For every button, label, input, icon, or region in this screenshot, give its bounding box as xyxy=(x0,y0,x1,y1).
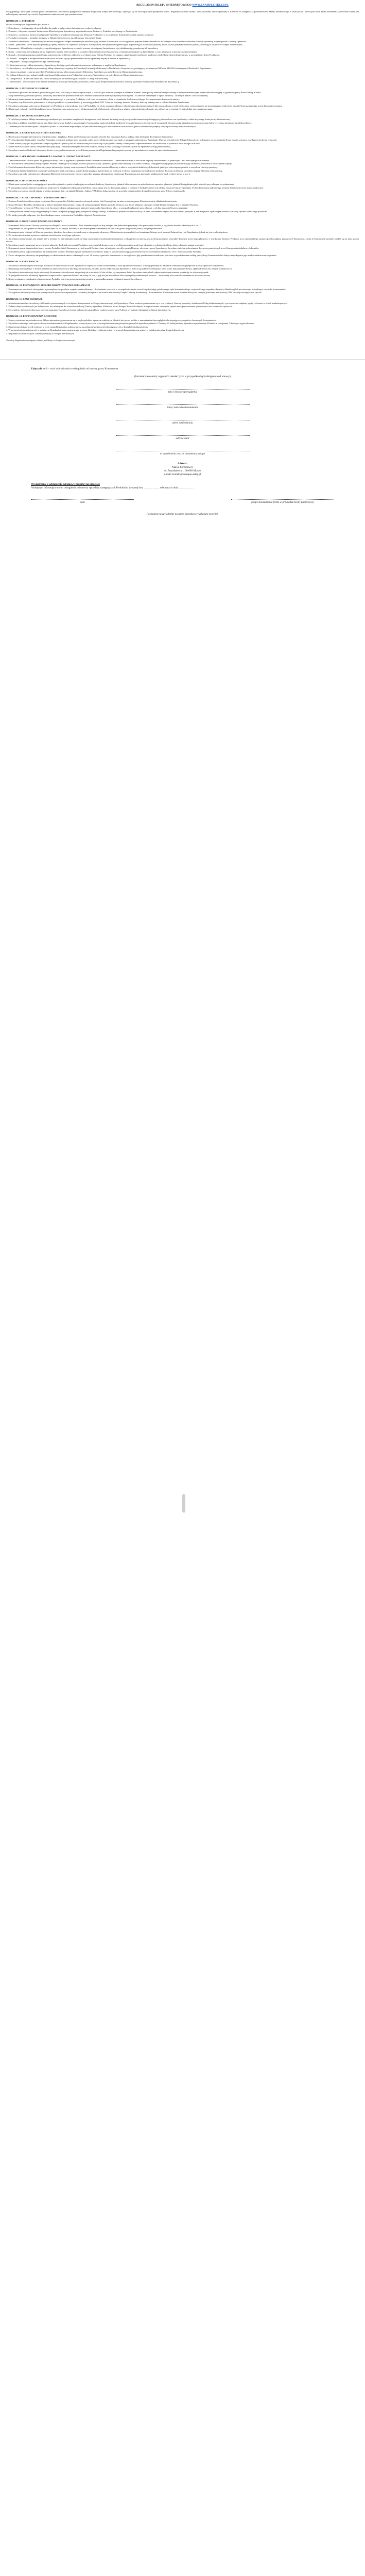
section-paragraph: 10. Produkt – dostępna w Sklepie internetowym rzecz ruchoma będąca przedmiotem Umowy sprzedaży między Klientem a Sprzedawcą. xyxy=(6,57,130,60)
section-paragraph: 4. W sprawach nieuregulowanych w niniejszym Regulaminie mają zastosowanie przepisy Kodeksu cywilnego, ustawy o prawach konsumenta oraz ustawy o świadczeniu usług drogą elektroniczną. xyxy=(6,329,184,332)
sign-signature-caption: podpis Konsumenta (tylko w przypadku formy papierowej) xyxy=(231,499,334,504)
form-field xyxy=(31,432,334,440)
section-paragraph: 4. Klient powinien zbadać doręczoną przesyłkę w czasie i w sposób przyjęty przy przesyłkach danego rodzaju, w obecności przedstawiciela Dostawcy. W razie stwierdzenia ubytku lub uszkodzenia przesyłki Klient ma prawo żądać od pracownika Dostawcy spisania właściwego protokołu. xyxy=(6,210,268,213)
section-heading: ROZDZIAŁ 3. WARUNKI TECHNICZNE xyxy=(6,114,50,117)
section-paragraph: 3. Informacje zamieszczone na stronach Sklepu internetowego, w tym opisy Produktów i ich ceny, nie stanowią oferty w rozumieniu Kodeksu cywilnego, lecz zaproszenie do zawarcia umowy. xyxy=(6,97,180,100)
section-paragraph: 4. Do zachowania terminu wystarczy wysłanie oświadczenia przed jego upływem. xyxy=(6,234,81,237)
section-paragraph: 4. W przypadku uznania reklamacji Sprzedawca naprawia lub wymienia Produkt na wolny od wad, a gdy nie jest to możliwe albo wymagałoby nadmiernych kosztów – obniża cenę lub zwraca Konsumentowi uiszczoną kwotę. xyxy=(6,274,211,277)
section-paragraph: 2. Bieg terminu do odstąpienia od umowy rozpoczyna się od objęcia Produktu w posiadanie przez Konsumenta lub wskazaną przez niego osobę trzecią inną niż przewoźnik. xyxy=(6,227,163,230)
form-field xyxy=(31,417,334,425)
addressee-line: e-mail: kontakt@example-sklep.pl xyxy=(164,473,201,477)
section-paragraph: 2. W przypadku wyboru płatności przelewem tradycyjnym lub płatności elektronicznej Klient zobowiązany jest do dokonania zapłaty w terminie 7 dni kalendarzowych od dnia zawarcia Umowy sprzedaży. Po bezskutecznym upływie tego terminu Zamówienie może zostać anulowane. xyxy=(6,186,264,189)
section-paragraph: 1. Rejestracja w Sklepie internetowym jest dobrowolna i bezpłatna. Klient może dokonywać zakupów również bez zakładania Konta, podając dane niezbędne do realizacji Zamówienia. xyxy=(6,135,173,138)
section-paragraph: 3. Dostawca – podmiot, z którym współpracuje Sprzedawca w zakresie dokonywania Dostawy Produktów, w szczególności firma kurierska lub operator pocztowy. xyxy=(6,33,154,36)
section-paragraph: 5. Koszty związane z odesłaniem reklamowanego Produktu oraz jego ponownym dostarczeniem w przypadku uznania reklamacji ponosi Sprzedawca. xyxy=(6,277,142,280)
form-field-caption: adres zamieszkania xyxy=(172,421,193,425)
section-paragraph: 1. Dostawa Produktów odbywa się na terytorium Rzeczypospolitej Polskiej oraz do wybranych państw Unii Europejskiej, na adres wskazany przez Klienta w trakcie składania Zamówienia. xyxy=(6,200,177,203)
section-heading: ROZDZIAŁ 4. REJESTRACJA I KONTO KLIENTA xyxy=(6,131,61,134)
form-field-line[interactable] xyxy=(116,401,250,405)
section-paragraph: 5. Formularz zamówienia – interaktywny formularz dostępny w Sklepie internetowym umożliwiający złożenie Zamówienia, w szczególności poprzez dodanie Produktów do Koszyka oraz określenie warunków Umowy sprzedaży, w tym sposobu Dostawy i płatności. xyxy=(6,40,247,43)
section-paragraph: 3. Konsument może odstąpić od Umowy sprzedaży, składając Sprzedawcy oświadczenie o odstąpieniu od umowy. Oświadczenie można złożyć na formularzu, którego wzór stanowi Załącznik nr 1 do Regulaminu, jednak nie jest to obowiązkowe. xyxy=(6,230,229,233)
sign-date-caption: data xyxy=(31,499,134,504)
section-heading: ROZDZIAŁ 12. POSTANOWIENIA KOŃCOWE xyxy=(6,315,57,318)
form-intro: (formularz ten należy wypełnić i odesłać tylko w przypadku chęci odstąpienia od umowy) xyxy=(134,375,231,379)
section-paragraph: 4. Formularz rejestracji – formularz dostępny w Sklepie internetowym, umożliwiający utworzenie Konta. xyxy=(6,37,102,40)
section-paragraph: 2. Sklep internetowy prowadzi sprzedaż detaliczną Produktów za pośrednictwem sieci Internet na terytorium Rzeczypospolitej Polskiej oraz – w zakresie wskazanym w opisie Dostawy – do innych państw Unii Europejskiej. xyxy=(6,94,208,97)
section-paragraph: 5. Sprzedawca utrwala, zabezpiecza i udostępnia Klientowi treść zawieranej Umowy sprzedaży poprzez udostępnienie niniejszego Regulaminu oraz przesłanie wiadomości e-mail, o której mowa w ust. 4. xyxy=(6,173,190,176)
section-paragraph: 2. Sprzedawca dokłada wszelkich starań, aby Sklep internetowy działał w sposób ciągły i bezawaryjny, zastrzega jednak możliwość wystąpienia przerw technicznych związanych z konserwacją, aktualizacją oprogramowania lub przyczynami niezależnymi od Sprzedawcy. xyxy=(6,121,252,124)
section-paragraph: 2. W celu założenia Konta należy wypełnić Formularz rejestracji, podając imię, nazwisko, adres poczty elektronicznej oraz hasło, a następnie zaakceptować Regulamin. Umowa o świadczenie Usługi elektronicznej polegającej na prowadzeniu Konta zostaje zawarta z chwilą potwierdzenia rejestracji. xyxy=(6,139,277,142)
section-paragraph: 2. Dostawa – faktyczna czynność dostarczenia Klientowi przez Sprzedawcę, za pośrednictwem Dostawcy, Produktu określonego w Zamówieniu. xyxy=(6,30,138,33)
section-paragraph: 1. Klient może wybrać jeden z następujących sposobów płatności: przelew tradycyjny na rachunek bankowy Sprzedawcy, płatność elektroniczną za pośrednictwem operatora płatności, płatność kartą płatniczą lub płatność przy odbiorze (za pobraniem). xyxy=(6,183,234,186)
section-paragraph: 8. Konto – oznaczony indywidualną nazwą (loginem) i hasłem, zbiór zasobów w systemie teleinformatycznym Sprzedawcy, w którym gromadzone są dane Klienta, w tym informacje o złożonych Zamówieniach. xyxy=(6,50,198,53)
document-title xyxy=(6,4,359,7)
declaration-heading: Oświadczenie o odstąpieniu od umowy zawartej na odległość xyxy=(31,483,100,486)
form-field-caption: data i miejsce sporządzenia xyxy=(167,391,198,394)
form-field-line[interactable] xyxy=(116,417,250,420)
addressee-line: Nazwa Sprzedawcy xyxy=(171,466,194,469)
section-paragraph: 6. Klient – pełnoletnia osoba fizyczna posiadająca pełną zdolność do czynności prawnych, osoba prawna albo jednostka organizacyjna nieposiadająca osobowości prawnej, której ustawa przyznaje zdolność prawną, dokonująca zakupów w Sklepie internetowym. xyxy=(6,43,243,46)
section-paragraph: 5. Regulamin wchodzi w życie z dniem publikacji w Sklepie internetowym. xyxy=(6,332,75,335)
section-paragraph: 9. Prawo odstąpienia od umowy nie przysługuje w odniesieniu do umów wskazanych w art. 38 ustawy o prawach konsumenta, w szczególności gdy przedmiotem świadczenia jest rzecz wyprodukowana według specyfikacji Konsumenta lub służąca zaspokojeniu jego zindywidualizowanych potrzeb. xyxy=(6,253,277,257)
section-paragraph: 2. W celu złożenia Zamówienia należy: wybrać Produkt i dodać go do Koszyka, wybrać sposób Dostawy i płatności, podać dane odbiorcy oraz adres Dostawy, a następnie kliknąć przycisk potwierdzający złożenie Zamówienia z obowiązkiem zapłaty. xyxy=(6,162,233,165)
section-paragraph: 3. Szczegółowe informacje dotyczące przetwarzania danych osobowych oraz wykorzystywania plików cookies zawarte są w Polityce prywatności dostępnej w Sklepie internetowym. xyxy=(6,308,171,311)
section-paragraph: 2. Reklamację można złożyć w formie pisemnej na adres Sprzedawcy lub drogą elektroniczną na adres poczty elektronicznej Sprzedawcy. Zaleca się podanie w reklamacji opisu wady, daty jej stwierdzenia, żądania Klienta oraz danych kontaktowych. xyxy=(6,267,233,270)
section-heading: ROZDZIAŁ 2. INFORMACJE OGÓLNE xyxy=(6,87,49,90)
section-paragraph: 7. Konsument – Klient będący osobą fizyczną dokonującą ze Sprzedawcą czynności prawnej niezwiązanej bezpośrednio z jej działalnością gospodarczą lub zawodową. xyxy=(6,47,159,50)
section-paragraph: 5. Sprzedawca może zablokować lub usunąć Konto w przypadku naruszenia przez Klienta postanowień Regulaminu lub przepisów prawa, po uprzednim wezwaniu do zaprzestania naruszeń. xyxy=(6,148,178,151)
section-paragraph: 5. Do każdej przesyłki dołączany jest dowód zakupu wraz z zestawieniem Produktów objętych Zamówieniem. xyxy=(6,213,107,216)
section-paragraph: 3. Klient zobowiązany jest do podawania danych zgodnych z prawdą oraz do niezwłocznej ich aktualizacji w przypadku zmiany. Klient ponosi odpowiedzialność za zachowanie w poufności hasła dostępu do Konta. xyxy=(6,142,200,145)
section-paragraph: 2. Koszty Dostawy Produktu określane są w trakcie składania Zamówienia i zależą od wybranego przez Klienta sposobu Dostawy oraz formy płatności. Aktualny cennik Dostaw dostępny jest w zakładce Dostawa. xyxy=(6,203,199,206)
withdrawal-form xyxy=(0,367,365,537)
scroll-thumb[interactable] xyxy=(182,1494,185,1513)
section-paragraph: 3. Przed złożeniem Zamówienia Klient otrzymuje informację o łącznej cenie wybranych Produktów oraz kosztach Dostawy, a także o wszystkich dodatkowych kosztach, jakie jest zobowiązany ponieść w związku z Umową sprzedaży. xyxy=(6,165,218,168)
section-paragraph: 1. Administratorem danych osobowych Klientów przetwarzanych w związku z korzystaniem ze Sklepu internetowego jest Sprzedawca. Dane osobowe przetwarzane są w celu realizacji Umowy sprzedaży, świadczenia Usług elektronicznych, a po wyrażeniu odrębnej zgody – również w celach marketingowych. xyxy=(6,301,288,304)
section-paragraph: 1. Dni robocze – dni tygodnia od poniedziałku do piątku z wyłączeniem dni ustawowo wolnych od pracy. xyxy=(6,26,102,29)
annex-title xyxy=(31,367,334,371)
section-paragraph: 1. Zamówienia można składać przez 24 godziny na dobę, 7 dni w tygodnia za pośrednictwem Formularza zamówienia. Zamówienia złożone w dni wolne od pracy realizowane są w pierwszym Dniu roboczym po ich złożeniu. xyxy=(6,159,210,162)
annex-label: Załącznik nr 1 xyxy=(31,367,48,371)
form-final-note: Formularz należy odesłać na adres Sprzedawcy wskazany powyżej. xyxy=(146,513,219,516)
form-field xyxy=(31,386,334,394)
section-paragraph: 5. Sprzedawca niezwłocznie, nie później niż w terminie 14 dni kalendarzowych od dnia otrzymania oświadczenia Konsumenta o odstąpieniu od umowy, zwraca Konsumentowi wszystkie dokonane przez niego płatności, w tym koszty Dostawy Produktu, przy użyciu takiego samego sposobu zapłaty, jakiego użył Konsument, chyba że Konsument wyraźnie zgodził się na inny sposób zwrotu. xyxy=(6,237,359,243)
sections-container xyxy=(6,20,359,335)
section-paragraph: 5. Sprzedawca zastrzega sobie prawo do zmiany cen Produktów, wprowadzania nowych Produktów do oferty, przeprowadzania i odwoływania akcji promocyjnych lub wprowadzania w nich zmian, przy czym zmiany te nie naruszają praw osób, które zawarły Umowę sprzedaży przed dokonaniem zmiany. xyxy=(6,104,283,107)
section-paragraph: 2. Sprzedawca zastrzega sobie prawo do wprowadzania zmian w Regulaminie z ważnych przyczyn, w szczególności zmiany przepisów prawa lub sposobów płatności i Dostawy. O każdej zmianie Sprzedawca poinformuje Klientów z co najmniej 7-dniowym wyprzedzeniem. xyxy=(6,322,255,325)
form-field-line[interactable] xyxy=(116,386,250,389)
form-fields xyxy=(31,386,334,456)
form-field xyxy=(31,448,334,456)
form-field xyxy=(31,401,334,410)
declaration-text: Niniejszym informuję o moim odstąpieniu od umowy sprzedaży następujących Produktów, zawartej dnia ..................... , odebranych dnia ..................... . xyxy=(31,486,194,490)
section-heading: ROZDZIAŁ 11. DANE OSOBOWE xyxy=(6,298,43,301)
section-paragraph: 4. Wszystkie ceny Produktów podawane są w złotych polskich i są cenami brutto, tj. zawierają podatek VAT. Ceny nie obejmują kosztów Dostawy, które są wskazywane w trakcie składania Zamówienia. xyxy=(6,101,190,104)
section-paragraph: 1. Konsument, który zawarł Umowę sprzedaży na odległość, może w terminie 14 dni kalendarzowych od niej odstąpić bez podawania przyczyny i bez ponoszenia kosztów, z wyjątkiem kosztów określonych w ust. 7. xyxy=(6,224,201,227)
section-paragraph: 1. W celu korzystania ze Sklepu internetowego niezbędne jest posiadanie urządzenia z dostępem do sieci Internet, aktualnej wersji przeglądarki internetowej obsługującej pliki cookies oraz JavaScript, a także aktywnego konta poczty elektronicznej. xyxy=(6,118,231,121)
form-field-line[interactable] xyxy=(116,448,250,451)
section-heading: ROZDZIAŁ 5. SKŁADANIE ZAMÓWIEŃ I ZAWARCIE UMOWY SPRZEDAŻY xyxy=(6,155,91,158)
section-paragraph: 11. Regulamin – niniejszy regulamin Sklepu internetowego. xyxy=(6,60,61,63)
section-heading: ROZDZIAŁ 10. POZASĄDOWE SPOSOBY ROZPATRYWANIA REKLAMACJI xyxy=(6,284,90,287)
section-paragraph: 3. Sprzedawca ustosunkowuje się do reklamacji Konsumenta niezwłocznie, nie później niż w terminie 14 dni od dnia jej otrzymania. Jeżeli Sprzedawca nie udzieli odpowiedzi w tym terminie, uważa się, że reklamację uznał. xyxy=(6,270,209,274)
section-heading: ROZDZIAŁ 7. KOSZT, SPOSOBY I TERMIN DOSTAWY xyxy=(6,196,66,199)
section-paragraph: 1. Sprzedawca prowadzi działalność gospodarczą pod firmą wskazaną w danych rejestrowych, z siedzibą pod adresem podanym w zakładce Kontakt, adres poczty elektronicznej wskazany w Sklepie internetowym, numer telefonu dostępny w godzinach pracy Biura Obsługi Klienta. xyxy=(6,91,262,94)
section-paragraph: 6. Klient może w każdej chwili kontaktować się ze Sprzedawcą za pomocą poczty elektronicznej lub telefonicznie, a Sprzedawca udziela odpowiedzi niezwłocznie, nie później niż w terminie 14 dni od dnia otrzymania zapytania. xyxy=(6,108,213,111)
section-paragraph: 7. Konsument ponosi bezpośrednie koszty zwrotu Produktu. Jeżeli Konsument wybrał sposób Dostawy inny niż najtańszy zwykły sposób Dostawy oferowany przez Sprzedawcę, Sprzedawca nie jest zobowiązany do zwrotu poniesionych przez Konsumenta dodatkowych kosztów. xyxy=(6,247,259,250)
section-paragraph: 14. Umowa sprzedaży – umowa sprzedaży Produktu zawierana albo zawarta między Klientem a Sprzedawcą za pośrednictwem Sklepu internetowego. xyxy=(6,70,143,73)
section-heading: ROZDZIAŁ 8. PRAWO ODSTĄPIENIA OD UMOWY xyxy=(6,220,62,223)
section-paragraph: 9. Koszyk – element oprogramowania Sklepu internetowego, w którym widoczne są wybrane przez Klienta Produkty do zakupu, a także istnieje możliwość ustalenia i modyfikacji danych Zamówienia, w szczególności ilości Produktów. xyxy=(6,54,220,57)
section-heading: ROZDZIAŁ 9. REKLAMACJE xyxy=(6,260,39,263)
section-paragraph: 17. Zamówienie – oświadczenie woli Klienta składane za pomocą Formularza zamówienia, zmierzające bezpośrednio do zawarcia Umowy sprzedaży Produktu lub Produktów ze Sprzedawcą. xyxy=(6,80,180,83)
section-paragraph: 8. Konsument ponosi odpowiedzialność za zmniejszenie wartości Produktu będące wynikiem korzystania z niego w sposób wykraczający poza konieczny do stwierdzenia charakteru, cech i funkcjonowania Produktu. xyxy=(6,250,202,253)
section-paragraph: 3. Zakazane jest dostarczanie przez Usługobiorcę treści o charakterze bezprawnym, w tym treści naruszających dobra osobiste osób trzecich, prawa autorskie lub przepisy dotyczące ochrony danych osobowych. xyxy=(6,125,197,128)
regulations-document xyxy=(0,0,365,351)
section-paragraph: 2. Podanie danych osobowych jest dobrowolne, lecz niezbędne do zawarcia i realizacji Umowy sprzedaży. Klient ma prawo dostępu do swoich danych, ich sprostowania, usunięcia, ograniczenia przetwarzania, przenoszenia oraz wniesienia sprzeciwu. xyxy=(6,305,233,308)
section-paragraph: 6. Sprzedawca może wstrzymać się ze zwrotem płatności do chwili otrzymania Produktu z powrotem lub dostarczenia przez Konsumenta dowodu jego odesłania, w zależności od tego, które zdarzenie nastąpi wcześniej. xyxy=(6,243,204,246)
addressee-line: Adresat: xyxy=(177,462,188,466)
section-paragraph: 3. Termin Dostawy wynosi do 7 Dni roboczych, liczonych od dnia zaksięgowania płatności na rachunku Sprzedawcy albo – w przypadku płatności przy odbiorze – od dnia zawarcia Umowy sprzedaży. xyxy=(6,207,188,210)
section-paragraph: 15. Usługa elektroniczna – usługa świadczona drogą elektroniczną przez Usługodawcę na rzecz Usługobiorcy za pośrednictwem Sklepu internetowego. xyxy=(6,74,144,77)
section-paragraph: 13. Sprzedawca – przedsiębiorca prowadzący Sklep internetowy, wpisany do Centralnej Ewidencji i Informacji o Działalności Gospodarczej, posługujący się numerem NIP oraz REGON wskazanym w Rozdziale 2 Regulaminu. xyxy=(6,67,212,70)
signature-row xyxy=(31,499,334,504)
shop-url-link[interactable]: WWW.EXAMPLE-SKLEP.PL xyxy=(192,4,229,7)
addressee-line: ul. Przykładowa 1, 00-000 Miasto xyxy=(164,469,201,473)
form-field-caption: imię i nazwisko Konsumenta xyxy=(167,406,198,410)
document-title-text: REGULAMIN SKLEPU INTERNETOWEGO xyxy=(136,4,192,7)
section-paragraph: 3. Zamówienia złożone przed wejściem w życie zmian Regulaminu realizowane są na podstawie postanowień obowiązujących w dniu złożenia Zamówienia. xyxy=(6,325,148,328)
section-paragraph: Ilekroć w niniejszym Regulaminie jest mowa o: xyxy=(6,23,50,26)
section-paragraph: 1. Umowy zawierane za pośrednictwem Sklepu internetowego zawierane są w języku polskim, a prawem właściwym dla nich jest prawo polskie, z zastrzeżeniem bezwzględnie obowiązujących przepisów chroniących Konsumentów. xyxy=(6,318,217,321)
form-field-line[interactable] xyxy=(116,432,250,436)
form-field-caption: adres e-mail xyxy=(176,437,189,440)
declaration xyxy=(31,483,334,490)
form-field-caption: nr zamówienia oraz nr dokumentu zakupu xyxy=(160,452,205,456)
section-paragraph: 2. Szczegółowe informacje dotyczące pozasądowych sposobów rozpatrywania reklamacji dostępne są na stronie internetowej Urzędu Ochrony Konkurencji i Konsumentów. Konsument może również skorzystać z unijnej platformy internetowej ODR służącej rozwiązywaniu sporów. xyxy=(6,291,262,294)
section-paragraph: 4. Klient może w każdym czasie, bez podawania przyczyny i bez ponoszenia jakichkolwiek kosztów, usunąć Konto, wysyłając stosowne żądanie do Sprzedawcy drogą elektroniczną. xyxy=(6,145,171,148)
intro-paragraph: Uwzględniając obowiązek ochrony praw konsumentów, Sprzedawca przygotował niniejszy Regulamin sklepu internetowego, opierając się na obowiązujących przepisach prawa. Regulamin określa zasady i tryb zawierania umów sprzedaży z Klientem na odległość za pośrednictwem Sklepu internetowego, a także prawa i obowiązki stron. Przed złożeniem Zamówienia Klient jest zobowiązany zapoznać się z treścią Regulaminu i zaakceptować jego postanowienia. xyxy=(6,10,359,16)
section-paragraph: 12. Sklep internetowy – sklep internetowy Sprzedawcy działający pod adresem internetowym wskazanym w nagłówku Regulaminu. xyxy=(6,63,126,66)
annex-title-text: – wzór oświadczenia o odstąpieniu od umowy przez Konsumenta xyxy=(47,367,118,371)
addressee-block xyxy=(31,462,334,477)
section-paragraph: 4. Po złożeniu Zamówienia Klient otrzymuje wiadomość e-mail zawierającą potwierdzenie przyjęcia Zamówienia do realizacji. Z chwilą otrzymania tej wiadomości dochodzi do zawarcia Umowy sprzedaży między Klientem a Sprzedawcą. xyxy=(6,169,223,172)
section-paragraph: 16. Usługobiorca – Klient lub każda inna osoba korzystająca lub zamierzająca korzystać z Usługi elektronicznej. xyxy=(6,77,109,80)
section-paragraph: 1. Konsument ma możliwość skorzystania z pozasądowych sposobów rozpatrywania reklamacji i dochodzenia roszczeń, w szczególności może zwrócić się do stałego polubownego sądu konsumenckiego, wojewódzkiego inspektora Inspekcji Handlowej lub powiatowego (miejskiego) rzecznika konsumentów. xyxy=(6,287,286,291)
section-paragraph: 1. Sprzedawca ma obowiązek dostarczyć Klientowi Produkt wolny od wad. Sprzedawca odpowiada wobec Konsumenta za brak zgodności Produktu z Umową sprzedaży na zasadach określonych w przepisach ustawy o prawach konsumenta. xyxy=(6,264,224,267)
section-paragraph: 3. Sprzedawca wystawia dowód zakupu w postaci paragonu lub – na żądanie Klienta – faktury VAT, który dołączany jest do przesyłki lub przesyłany drogą elektroniczną, na co Klient wyraża zgodę. xyxy=(6,190,185,193)
section-heading: ROZDZIAŁ 1. DEFINICJE xyxy=(6,19,35,22)
footer-note: Niniejszy Regulamin obowiązuje od dnia publikacji w Sklepie internetowym. xyxy=(6,339,76,342)
section-heading: ROZDZIAŁ 6. SPOSOBY PŁATNOŚCI xyxy=(6,179,47,182)
